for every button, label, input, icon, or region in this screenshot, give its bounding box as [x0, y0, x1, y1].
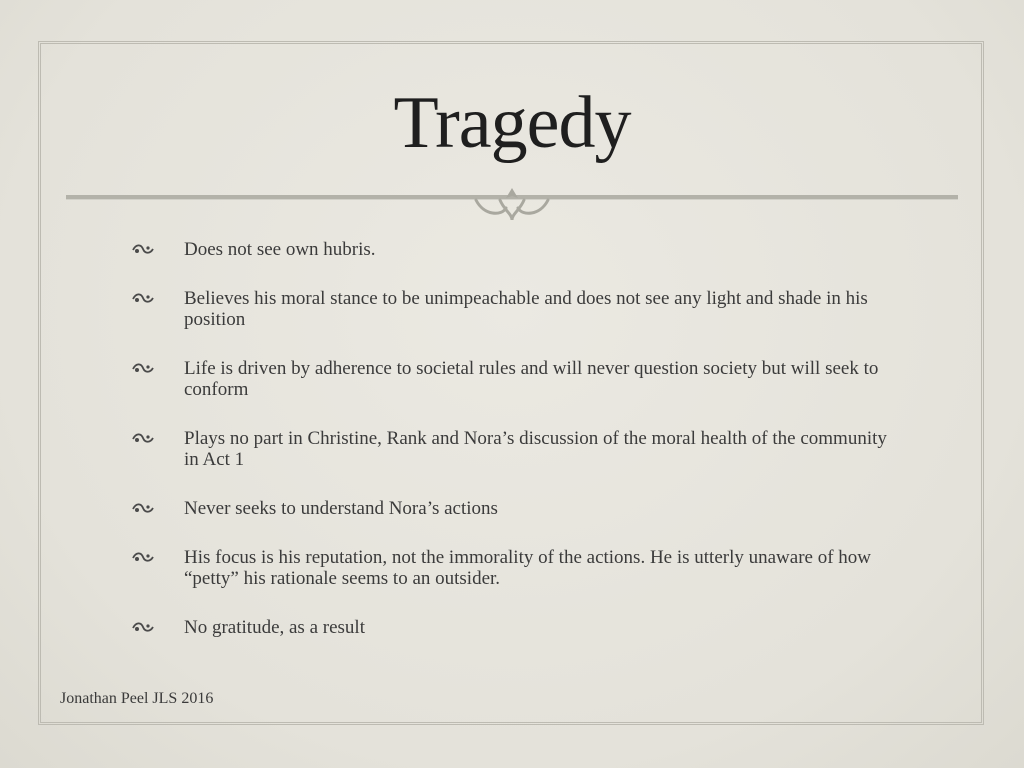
ornamental-scroll-icon [66, 186, 958, 226]
bullet-text: Believes his moral stance to be unimpeachable and does not see any light and shade in his position [184, 288, 868, 330]
ornamental-leaf-icon [132, 502, 154, 516]
list-item [130, 358, 890, 400]
bullet-text: His focus is his reputation, not the immorality of the actions. He is utterly unaware of how “petty” his rationale seems to an outsider. [184, 547, 872, 589]
bullet-text: Life is driven by adherence to societal rules and will never question society but will seek to conform [184, 358, 879, 400]
ornamental-leaf-icon [132, 621, 154, 635]
slide-title: Tragedy [393, 82, 631, 164]
list-item [130, 547, 890, 589]
bullet-text: Does not see own hubris. [184, 239, 376, 260]
list-item [130, 239, 890, 260]
ornamental-leaf-icon [132, 432, 154, 446]
list-item [130, 498, 890, 519]
ornamental-leaf-icon [132, 243, 154, 257]
footer-credit: Jonathan Peel JLS 2016 [60, 690, 214, 707]
list-item [130, 428, 890, 470]
ornamental-leaf-icon [132, 551, 154, 565]
ornamental-leaf-icon [132, 292, 154, 306]
bullet-text: Never seeks to understand Nora’s actions [184, 498, 498, 519]
bullet-text: No gratitude, as a result [184, 617, 365, 638]
bullet-text: Plays no part in Christine, Rank and Nora’s discussion of the moral health of the community in Act 1 [184, 428, 887, 470]
list-item [130, 617, 890, 638]
list-item [130, 288, 890, 330]
bullet-list [130, 234, 890, 638]
ornamental-leaf-icon [132, 362, 154, 376]
